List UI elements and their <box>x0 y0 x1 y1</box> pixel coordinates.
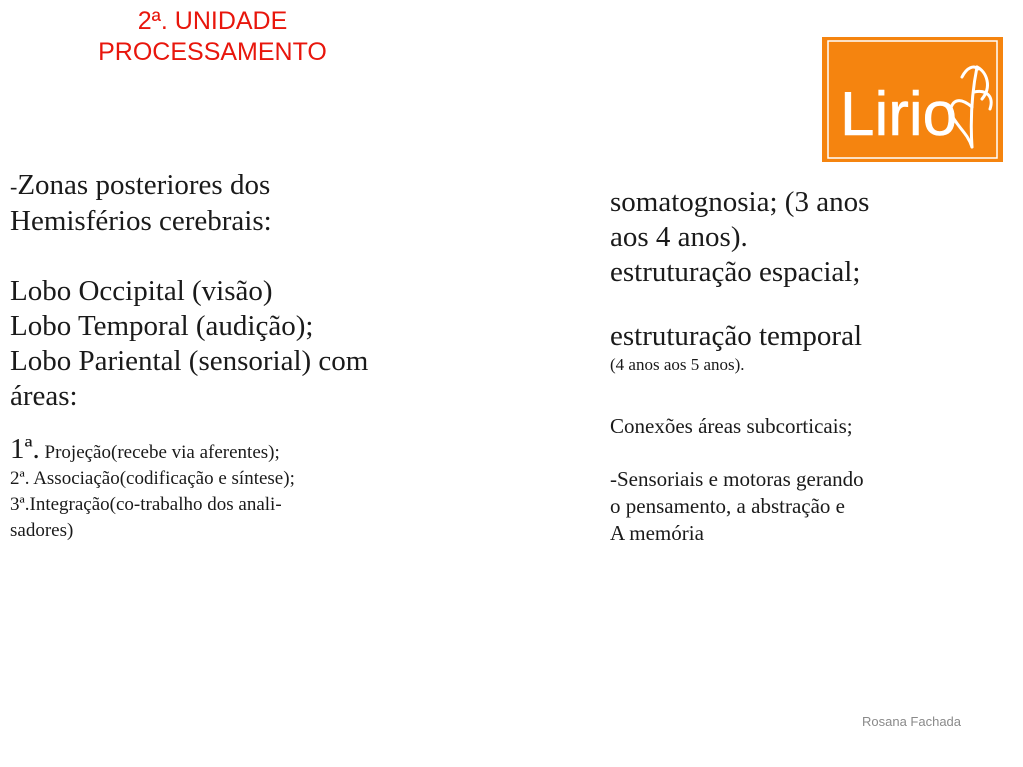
slide-title <box>0 6 425 68</box>
p1-line-2: aos 4 anos). <box>610 221 748 253</box>
p4-line-1: -Sensoriais e motoras gerando <box>610 467 864 491</box>
area-3-line-1: 3ª.Integração(co-trabalho dos anali- <box>10 494 282 515</box>
temporal-paragraph <box>610 319 1000 376</box>
p2-line-1: estruturação temporal <box>610 320 863 352</box>
intro-line-1: Zonas posteriores dos <box>17 169 271 201</box>
somatognosia-paragraph <box>610 185 1000 290</box>
p1-line-1: somatognosia; (3 anos <box>610 186 870 218</box>
p2-line-2: (4 anos aos 5 anos). <box>610 355 745 374</box>
logo-text: Lirio <box>840 80 958 149</box>
title-line-2: PROCESSAMENTO <box>98 38 327 66</box>
lobes-list <box>10 274 510 414</box>
intro-paragraph <box>10 168 510 239</box>
areas-list <box>10 433 510 544</box>
left-column <box>10 168 510 544</box>
area-2: 2ª. Associação(codificação e síntese); <box>10 468 295 489</box>
lobe-parietal-line-1: Lobo Pariental (sensorial) com <box>10 345 369 377</box>
p1-line-3: estruturação espacial; <box>610 256 861 288</box>
intro-dash: - <box>10 174 18 199</box>
area-3-line-2: sadores) <box>10 520 74 541</box>
lirio-logo <box>822 37 1003 162</box>
subcortical-paragraph <box>610 413 1000 440</box>
p4-line-3: A memória <box>610 521 704 545</box>
lobe-temporal: Lobo Temporal (audição); <box>10 310 314 342</box>
p3-line: Conexões áreas subcorticais; <box>610 414 853 438</box>
lily-flower-icon <box>822 37 1003 162</box>
title-line-1: 2ª. UNIDADE <box>137 7 288 35</box>
p4-line-2: o pensamento, a abstração e <box>610 494 845 518</box>
lobe-parietal-line-2: áreas: <box>10 380 78 412</box>
sensory-paragraph <box>610 466 1000 547</box>
intro-line-2: Hemisférios cerebrais: <box>10 205 272 237</box>
lobe-occipital: Lobo Occipital (visão) <box>10 275 273 307</box>
area-1-number: 1ª. <box>10 433 40 465</box>
area-1-text: Projeção(recebe via aferentes); <box>44 442 280 463</box>
footer-author: Rosana Fachada <box>862 714 962 729</box>
right-column <box>610 185 1000 547</box>
